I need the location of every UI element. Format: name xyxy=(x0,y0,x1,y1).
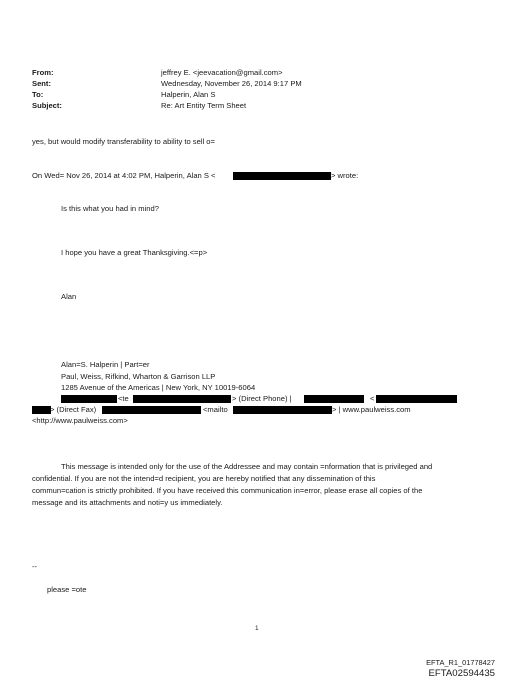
sent-value: Wednesday, November 26, 2014 9:17 PM xyxy=(161,79,302,88)
signature-address: 1285 Avenue of the Americas | New York, NY 10019-6064 xyxy=(61,383,256,392)
redaction-block xyxy=(233,172,331,180)
sent-label: Sent: xyxy=(32,79,51,88)
redaction-block xyxy=(376,395,457,403)
signature-bracket: < xyxy=(370,394,375,403)
document-id-2: EFTA02594435 xyxy=(428,668,495,679)
signature-firm: Paul, Weiss, Rifkind, Wharton & Garrison LLP xyxy=(61,372,216,381)
quote-header-prefix: On Wed= Nov 26, 2014 at 4:02 PM, Halperin, Alan S < xyxy=(32,171,216,180)
subject-value: Re: Art Entity Term Sheet xyxy=(161,101,247,110)
separator-dashes: -- xyxy=(32,562,38,571)
signature-tel-prefix: <te xyxy=(118,394,129,403)
signature-direct-phone: > (Direct Phone) | xyxy=(232,394,292,403)
page-number: 1 xyxy=(255,625,259,632)
redaction-block xyxy=(233,406,332,414)
disclaimer-line-3: commun=cation is strictly prohibited. If you have received this communication in=error, please erase all copies of the xyxy=(32,486,423,495)
redaction-block xyxy=(102,406,201,414)
redaction-block xyxy=(61,395,117,403)
redaction-block xyxy=(304,395,364,403)
signature-direct-fax: > (Direct Fax) xyxy=(50,405,97,414)
disclaimer-line-1: This message is intended only for the use of the Addressee and may contain =nformation that is privileged and xyxy=(61,462,433,471)
to-label: To: xyxy=(32,90,44,99)
signature-website: > | www.paulweiss.com xyxy=(332,405,411,414)
signature-name: Alan=S. Halperin | Part=er xyxy=(61,360,150,369)
redaction-block xyxy=(32,406,51,414)
quoted-signoff: Alan xyxy=(61,292,77,301)
quote-header-suffix: > wrote: xyxy=(331,171,359,180)
subject-label: Subject: xyxy=(32,101,62,110)
from-label: From: xyxy=(32,68,54,77)
closing-line: please =ote xyxy=(47,585,87,594)
signature-mailto: <mailto xyxy=(203,405,228,414)
redaction-block xyxy=(133,395,231,403)
signature-url: <http://www.paulweiss.com> xyxy=(32,416,128,425)
document-id-1: EFTA_R1_01778427 xyxy=(426,658,495,667)
quoted-line-2: I hope you have a great Thanksgiving.<=p> xyxy=(61,248,208,257)
disclaimer-line-4: message and its attachments and noti=y us immediately. xyxy=(32,498,223,507)
quoted-line-1: Is this what you had in mind? xyxy=(61,204,159,213)
to-value: Halperin, Alan S xyxy=(161,90,216,99)
disclaimer-line-2: confidential. If you are not the intend=d recipient, you are hereby notified that any dissemination of this xyxy=(32,474,376,483)
from-value: jeffrey E. <jeevacation@gmail.com> xyxy=(161,68,283,77)
reply-text: yes, but would modify transferability to ability to sell o= xyxy=(32,137,215,146)
